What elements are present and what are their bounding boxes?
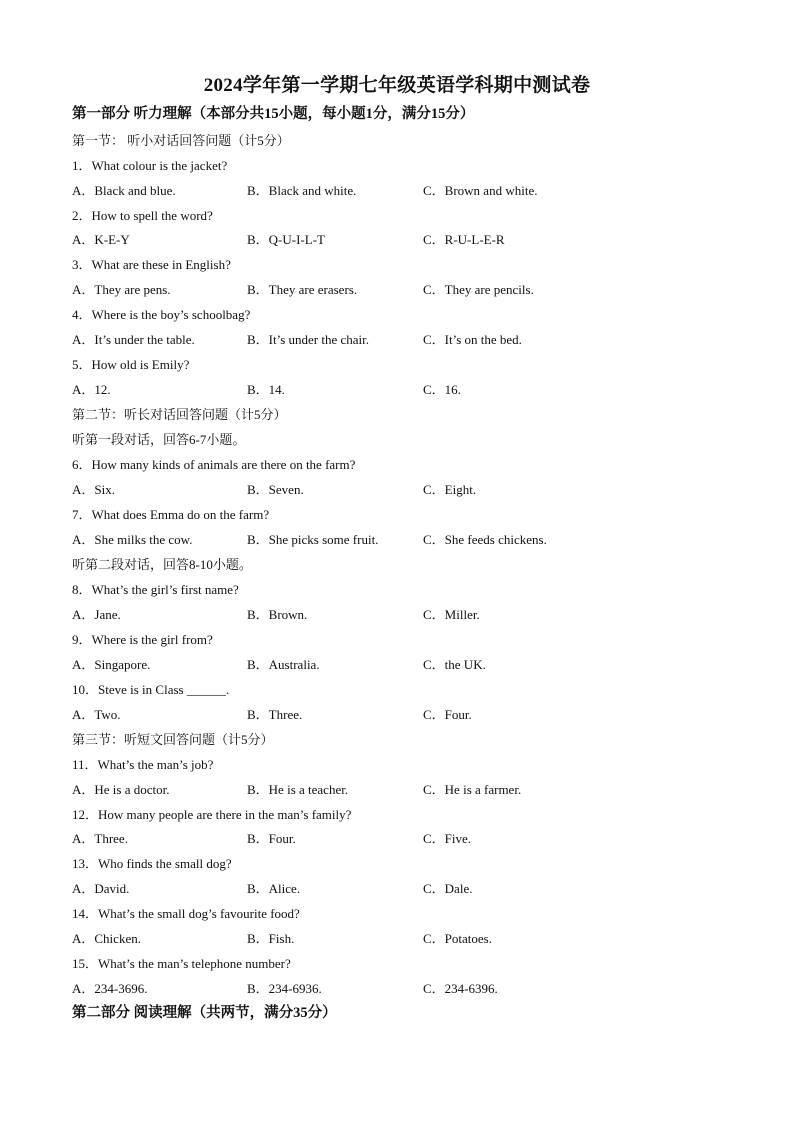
- q12-option-b: B．Four.: [247, 831, 296, 846]
- q15-option-b: B．234-6936.: [247, 981, 322, 996]
- question-10: 10．Steve is in Class ______.: [72, 682, 230, 697]
- q6-option-c: C．Eight.: [423, 482, 477, 497]
- question-7: 7．What does Emma do on the farm?: [72, 507, 270, 522]
- q2-option-c: C．R-U-L-E-R: [423, 232, 505, 247]
- exam-title: 2024学年第一学期七年级英语学科期中测试卷: [203, 75, 591, 96]
- q4-option-b: B．It’s under the chair.: [247, 332, 370, 347]
- q10-option-a: A．Two.: [72, 707, 121, 722]
- q15-option-a: A．234-3696.: [72, 981, 148, 996]
- q14-option-a: A．Chicken.: [72, 931, 141, 946]
- section1-heading: 第一节： 听小对话回答问题（计5分）: [72, 133, 290, 148]
- question-6: 6．How many kinds of animals are there on the farm?: [72, 457, 356, 472]
- q13-option-c: C．Dale.: [423, 881, 473, 896]
- question-15: 15．What’s the man’s telephone number?: [72, 956, 291, 971]
- q4-option-a: A．It’s under the table.: [72, 332, 195, 347]
- q13-option-a: A．David.: [72, 881, 130, 896]
- q6-option-a: A．Six.: [72, 482, 115, 497]
- question-12: 12．How many people are there in the man’s family?: [72, 807, 352, 822]
- q9-option-a: A．Singapore.: [72, 657, 151, 672]
- section3-heading: 第三节：听短文回答问题（计5分）: [72, 732, 274, 747]
- q14-option-c: C．Potatoes.: [423, 931, 492, 946]
- question-4: 4．Where is the boy’s schoolbag?: [72, 307, 251, 322]
- part2-heading: 第二部分 阅读理解（共两节，满分35分）: [72, 1005, 337, 1021]
- question-9: 9．Where is the girl from?: [72, 632, 213, 647]
- q14-option-b: B．Fish.: [247, 931, 295, 946]
- question-1: 1．What colour is the jacket?: [72, 158, 228, 173]
- q9-option-b: B．Australia.: [247, 657, 320, 672]
- q1-option-c: C．Brown and white.: [423, 183, 538, 198]
- q11-option-c: C．He is a farmer.: [423, 782, 522, 797]
- q1-option-b: B．Black and white.: [247, 183, 357, 198]
- q7-option-b: B．She picks some fruit.: [247, 532, 379, 547]
- instruction-1: 听第一段对话，回答6-7小题。: [72, 432, 246, 447]
- q5-option-c: C．16.: [423, 382, 461, 397]
- question-2: 2．How to spell the word?: [72, 208, 213, 223]
- q8-option-c: C．Miller.: [423, 607, 480, 622]
- instruction-2: 听第二段对话，回答8-10小题。: [72, 557, 252, 572]
- question-11: 11．What’s the man’s job?: [72, 757, 214, 772]
- q3-option-b: B．They are erasers.: [247, 282, 358, 297]
- part1-heading: 第一部分 听力理解（本部分共15小题，每小题1分，满分15分）: [72, 106, 475, 122]
- q11-option-a: A．He is a doctor.: [72, 782, 170, 797]
- q10-option-c: C．Four.: [423, 707, 472, 722]
- question-13: 13．Who finds the small dog?: [72, 856, 232, 871]
- section2-heading: 第二节：听长对话回答问题（计5分）: [72, 407, 287, 422]
- q12-option-c: C．Five.: [423, 831, 472, 846]
- q10-option-b: B．Three.: [247, 707, 303, 722]
- q4-option-c: C．It’s on the bed.: [423, 332, 522, 347]
- q2-option-a: A．K-E-Y: [72, 232, 130, 247]
- q8-option-b: B．Brown.: [247, 607, 308, 622]
- question-3: 3．What are these in English?: [72, 257, 231, 272]
- q7-option-a: A．She milks the cow.: [72, 532, 193, 547]
- q7-option-c: C．She feeds chickens.: [423, 532, 547, 547]
- q2-option-b: B．Q-U-I-L-T: [247, 232, 325, 247]
- q3-option-c: C．They are pencils.: [423, 282, 534, 297]
- q12-option-a: A．Three.: [72, 831, 128, 846]
- question-5: 5．How old is Emily?: [72, 357, 190, 372]
- q5-option-a: A．12.: [72, 382, 111, 397]
- q6-option-b: B．Seven.: [247, 482, 304, 497]
- q15-option-c: C．234-6396.: [423, 981, 498, 996]
- q5-option-b: B．14.: [247, 382, 285, 397]
- question-8: 8．What’s the girl’s first name?: [72, 582, 239, 597]
- q13-option-b: B．Alice.: [247, 881, 301, 896]
- q1-option-a: A．Black and blue.: [72, 183, 176, 198]
- q11-option-b: B．He is a teacher.: [247, 782, 349, 797]
- q3-option-a: A．They are pens.: [72, 282, 171, 297]
- q9-option-c: C．the UK.: [423, 657, 486, 672]
- q8-option-a: A．Jane.: [72, 607, 121, 622]
- question-14: 14．What’s the small dog’s favourite food?: [72, 906, 300, 921]
